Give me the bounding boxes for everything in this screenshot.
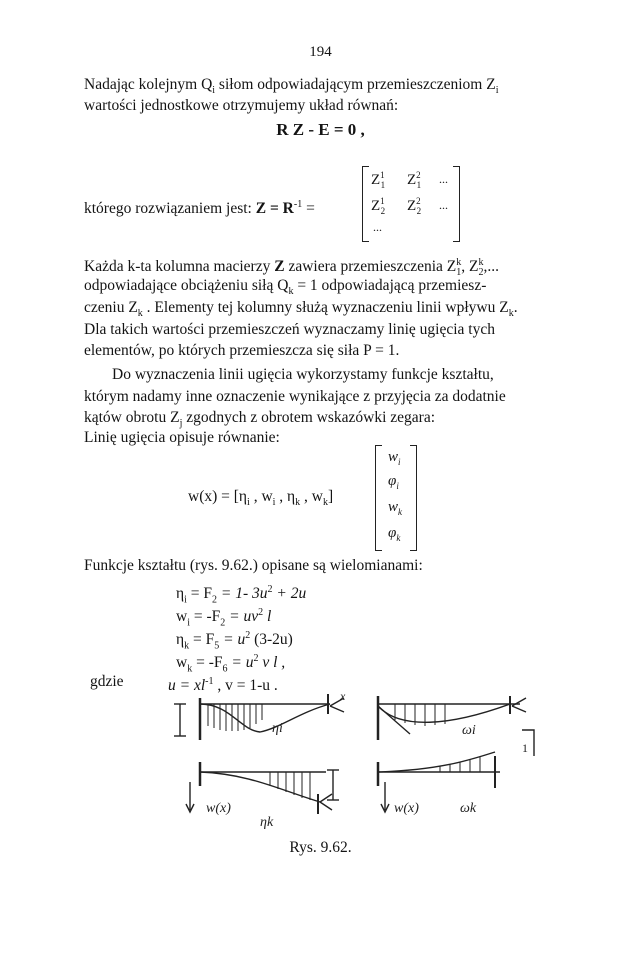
matrix-cell: ... [439, 172, 448, 186]
formula-w-i: $w_i = -F_2 = uv^2$ l [176, 607, 272, 629]
formula-u-v: $u = xl^{-1}$ , v = 1-u . [168, 676, 278, 695]
text: ] [327, 488, 334, 505]
label-eta-i: ηi [272, 721, 283, 736]
label-eta-k: ηk [260, 815, 274, 830]
paragraph-4: Funkcje kształtu (rys. 9.62.) opisane są wielomianami: [84, 557, 423, 574]
z-equals-r: Z = R [255, 200, 294, 218]
text: = [302, 200, 315, 218]
text: = 1 odpowiadającą przemiesz- [293, 277, 487, 294]
equation-w-of-x [188, 487, 333, 513]
subscript: 2 [478, 267, 484, 279]
text: , Z [461, 258, 479, 276]
matrix-cell: $Z^2_1$ [407, 170, 422, 190]
text: zawiera przemieszczenia Z [284, 258, 457, 276]
text: , w [249, 488, 273, 505]
text: , η [275, 488, 296, 505]
text: którego rozwiązaniem jest: [84, 200, 256, 218]
paragraph-3-line-2: którym nadamy inne oznaczenie wynikające z przyjęcia za dodatnie [84, 388, 506, 405]
vector-entry: $\varphi_i$ [388, 473, 399, 491]
label-wx-2: w(x) [394, 801, 419, 816]
vector-entry: $w_i$ [388, 449, 401, 467]
shape-functions-figure [150, 690, 560, 830]
text: . [513, 299, 518, 316]
subscript: i [272, 497, 276, 509]
subscript: k [322, 497, 328, 509]
text: Nadając kolejnym Q [84, 76, 213, 93]
subscript: k [288, 286, 294, 298]
subscript: k [508, 308, 514, 320]
matrix-cell: $Z^1_2$ [371, 196, 386, 216]
matrix-cell: ... [373, 220, 382, 234]
superscript: k [456, 257, 462, 268]
text: zgodnych z obrotem wskazówki zegara: [182, 409, 435, 426]
paragraph-1-line-2: wartości jednostkowe otrzymujemy układ równań: [84, 97, 399, 114]
page-number: 194 [309, 44, 332, 60]
subscript: k [295, 497, 301, 509]
paragraph-3-line-4: Linię ugięcia opisuje równanie: [84, 429, 280, 446]
subscript: i [495, 85, 499, 97]
text: ,... [483, 258, 499, 276]
text: , w [300, 488, 323, 505]
text: siłom odpowiadającym przemieszczeniom Z [215, 76, 496, 93]
solution-line [84, 195, 315, 219]
subscript: i [247, 497, 250, 509]
label-wx-1: w(x) [206, 801, 231, 816]
subscript: i [212, 85, 216, 97]
formula-eta-i: $\eta_i = F_2 = 1-$ $3u^2 + 2u$ [176, 584, 307, 606]
equation-rz-e: R Z - E = 0 , [276, 120, 365, 139]
text: kątów obrotu Z [84, 409, 180, 426]
superscript: k [478, 257, 484, 268]
diagram-eta-i [174, 694, 344, 740]
formula-eta-k: $\eta_k = F_5 = u^2$ (3-2u) [176, 630, 293, 652]
matrix-cell: $Z^2_2$ [407, 196, 422, 216]
text: Każda k-ta kolumna macierzy [84, 258, 275, 276]
text: czeniu Z [84, 299, 138, 316]
vector-entry: $\varphi_k$ [388, 525, 401, 543]
diagram-omega-i [378, 696, 534, 756]
matrix-z [362, 166, 460, 242]
paragraph-3-line-1: Do wyznaczenia linii ugięcia wykorzystamy funkcje kształtu, [112, 366, 494, 383]
text: . Elementy tej kolumny służą wyznaczeniu linii wpływu Z [142, 299, 509, 316]
label-x: x [340, 690, 346, 703]
superscript: -1 [293, 199, 303, 210]
text: w(x) = [η [188, 488, 248, 505]
subscript: 1 [456, 267, 462, 279]
matrix-cell: $Z^1_1$ [371, 170, 386, 190]
label-one: 1 [522, 741, 528, 755]
text: Z [274, 258, 285, 276]
formula-w-k: $w_k = -F_6 = u^2$ v l , [176, 653, 286, 675]
label-omega-i: ωi [462, 723, 476, 738]
label-omega-k: ωk [460, 801, 477, 816]
label-gdzie: gdzie [90, 673, 124, 690]
figure-caption: Rys. 9.62. [289, 839, 352, 856]
matrix-cell: ... [439, 198, 448, 212]
paragraph-2-line-4: Dla takich wartości przemieszczeń wyznaczamy linię ugięcia tych [84, 321, 495, 338]
text: odpowiadające obciążeniu siłą Q [84, 277, 289, 294]
paragraph-2-line-5: elementów, po których przemieszcza się siła P = 1. [84, 342, 400, 359]
subscript: k [137, 308, 143, 320]
subscript: j [179, 418, 183, 430]
shape-vector [375, 445, 417, 551]
vector-entry: $w_k$ [388, 499, 403, 517]
